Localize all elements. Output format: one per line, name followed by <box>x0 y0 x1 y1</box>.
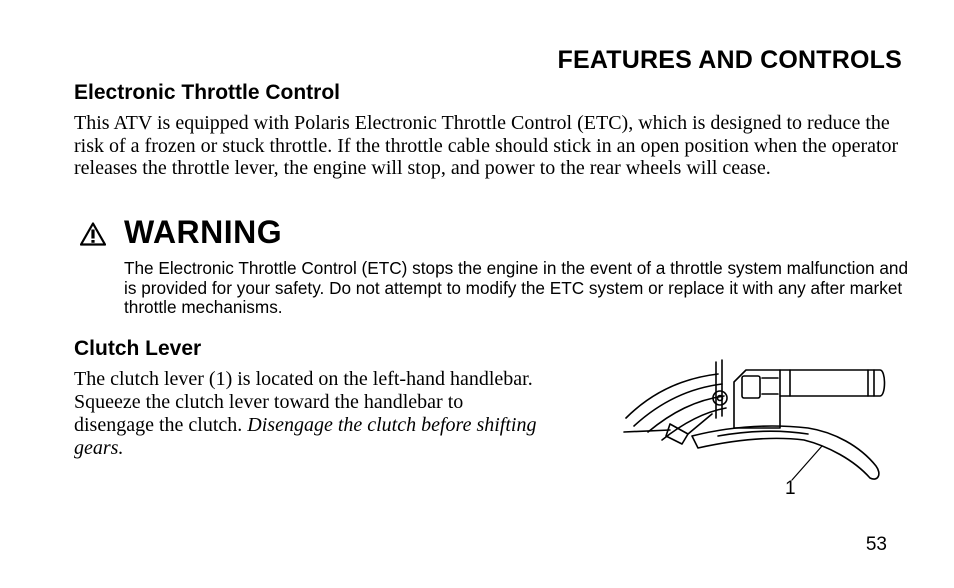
clutch-text: The clutch lever (1) is located on the left-hand handlebar. Squeeze the clutch lever toward the handlebar to disengage the clutch. <box>74 368 533 436</box>
warning-title: WARNING <box>124 214 283 250</box>
callout-number: 1 <box>785 478 796 499</box>
warning-triangle-icon <box>80 222 106 246</box>
clutch-heading: Clutch Lever <box>74 337 202 360</box>
clutch-lever-illustration <box>622 350 892 508</box>
page-number: 53 <box>865 534 887 555</box>
section-header: FEATURES AND CONTROLS <box>557 46 902 74</box>
etc-heading: Electronic Throttle Control <box>74 81 341 104</box>
clutch-emphasis: Disengage the clutch before shifting gears. <box>74 414 537 459</box>
warning-text: The Electronic Throttle Control (ETC) stops the engine in the event of a throttle system malfunction and is provided for your safety. Do not attempt to modify the ETC system or replace it with any after market throttle mechanisms. <box>124 258 909 317</box>
clutch-paragraph <box>74 368 544 460</box>
etc-paragraph: This ATV is equipped with Polaris Electronic Throttle Control (ETC), which is designed to reduce the risk of a frozen or stuck throttle. If the throttle cable should stick in an open position when the operator releases the throttle lever, the engine will stop, and power to the rear wheels will cease. <box>74 112 899 179</box>
